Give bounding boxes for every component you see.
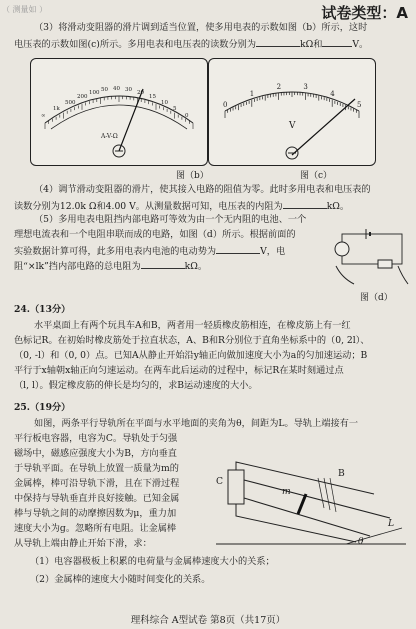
q25-header: 25.（19分） (14, 402, 71, 413)
exam-type-label: 试卷类型：A (321, 4, 408, 22)
volt-scale-label: 3 (303, 82, 308, 91)
fig-label-m: m (282, 486, 291, 497)
q4-line1: （4）调节滑动变阻器的滑片，使其接入电路的阻值为零。此时多用电表和电压表的 (34, 184, 371, 195)
inclined-rail-figure (206, 432, 410, 552)
figure-c-caption: 图（c） (300, 171, 333, 181)
q24-header: 24.（13分） (14, 304, 71, 315)
q5-line1: （5）多用电表电阻挡内部电路可等效为由一个无内阻的电池、一个 (34, 214, 307, 225)
q25-line7: 棒与导轨之间的动摩擦因数为μ，重力加 (14, 508, 177, 519)
ohm-scale-label: 500 (65, 99, 76, 106)
q25-line5: 金属棒，棒可沿导轨下滑，且在下滑过程 (14, 478, 180, 489)
ohm-scale-label: 40 (113, 86, 120, 92)
meter-mode-label: A-V-Ω (101, 133, 118, 140)
multimeter-dial-svg (31, 59, 207, 165)
page-footer: 理科综合 A型试卷 第8页（共17页） (130, 615, 286, 626)
q25-line4: 于导轨平面。在导轨上放置一质量为m的 (14, 463, 179, 474)
q24-line4: 平行于x轴朝x轴正向匀速运动。在两车此后运动的过程中，标记R在某时刻通过点 (14, 365, 344, 376)
q5-line2: 理想电流表和一个电阻串联而成的电路，如图（d）所示。根据前面的 (14, 229, 296, 240)
ohm-scale-label: 5 (173, 106, 177, 112)
q3-line2: 电压表的示数如图(c)所示。多用电表和电压表的读数分别为 kΩ和 V。 (14, 39, 369, 50)
q25-line8: 速度大小为g。忽略所有电阻。让金属棒 (14, 523, 177, 534)
fig-label-L: L (388, 518, 395, 529)
ohm-scale-label: 15 (149, 93, 156, 100)
q24-line2: 色标记R。在初始时橡皮筋处于拉直状态，A、B和R分别位于直角坐标系中的（0, 2l）、 (14, 335, 370, 346)
q25-line1: 如图，两条平行导轨所在平面与水平地面的夹角为θ，间距为L。导轨上端接有一 (34, 418, 359, 429)
ohm-scale-label: 0 (185, 113, 189, 119)
ohm-scale-label: 1k (53, 106, 60, 112)
volt-scale-label: 0 (223, 101, 228, 109)
q3-line1: （3）将滑动变阻器的滑片调到适当位置，使多用电表的示数如图（b）所示，这时 (34, 22, 368, 33)
q25-sub1: （1）电容器极板上积累的电荷量与金属棒速度大小的关系； (30, 556, 275, 567)
q3-blank-ohm[interactable] (256, 37, 300, 47)
ohm-scale-label: 100 (89, 89, 100, 96)
volt-unit-label: V (289, 121, 296, 131)
q25-line3: 磁场中，磁感应强度大小为B，方向垂直 (14, 448, 177, 459)
voltmeter-dial-svg (209, 59, 375, 165)
q4-blank[interactable] (283, 199, 327, 209)
multimeter-figure (30, 58, 208, 166)
q5-line4: 阻“×lk”挡内部电路的总电阻为 kΩ。 (14, 261, 208, 272)
q24-line5: （l, l）。假定橡皮筋的伸长是均匀的，求B运动速度的大小。 (14, 380, 258, 391)
fig-label-B: B (338, 468, 345, 479)
q3-blank-volt[interactable] (322, 37, 352, 47)
fig-label-theta: θ (358, 536, 364, 547)
q5-blank-emf[interactable] (216, 244, 260, 254)
volt-scale-label: 4 (330, 89, 335, 98)
ohm-scale-label: ∞ (41, 113, 46, 119)
q25-line2: 平行板电容器，电容为C。导轨处于匀强 (14, 433, 178, 444)
circuit-figure-d (328, 226, 412, 288)
volt-scale-label: 5 (357, 101, 362, 109)
faint-header-text: （ 测量如 ） (2, 5, 48, 14)
q4-line2: 读数分别为12.0k Ω和4.00 V。从测量数据可知，电压表的内阻为 kΩ。 (14, 201, 350, 212)
q5-line3: 实验数据计算可得，此多用电表内电池的电动势为 V，电 (14, 246, 286, 257)
q25-sub2: （2）金属棒的速度大小随时间变化的关系。 (30, 574, 211, 585)
ohm-scale-label: 10 (161, 99, 168, 106)
fig-label-C: C (216, 476, 224, 487)
ohm-scale-label: 50 (101, 86, 108, 93)
ohm-scale-label: 200 (77, 93, 88, 100)
q24-line1: 水平桌面上有两个玩具车A和B，两者用一轻质橡皮筋相连，在橡皮筋上有一红 (34, 320, 351, 331)
q24-line3: （0, -l）和（0, 0）点。已知A从静止开始沿y轴正向做加速度大小为a的匀加速运动；B (14, 350, 368, 361)
q25-line6: 中保持与导轨垂直并良好接触。已知金属 (14, 493, 180, 504)
figure-d-caption: 图（d） (360, 293, 393, 303)
voltmeter-figure (208, 58, 376, 166)
q25-line9: 从导轨上端由静止开始下滑，求： (14, 538, 152, 549)
volt-scale-label: 2 (276, 82, 282, 91)
volt-scale-label: 1 (249, 89, 255, 98)
figure-b-caption: 图（b） (176, 171, 209, 181)
ohm-scale-label: 20 (137, 89, 144, 96)
ohm-scale-label: 30 (125, 86, 132, 93)
q5-blank-resistance[interactable] (141, 259, 185, 269)
